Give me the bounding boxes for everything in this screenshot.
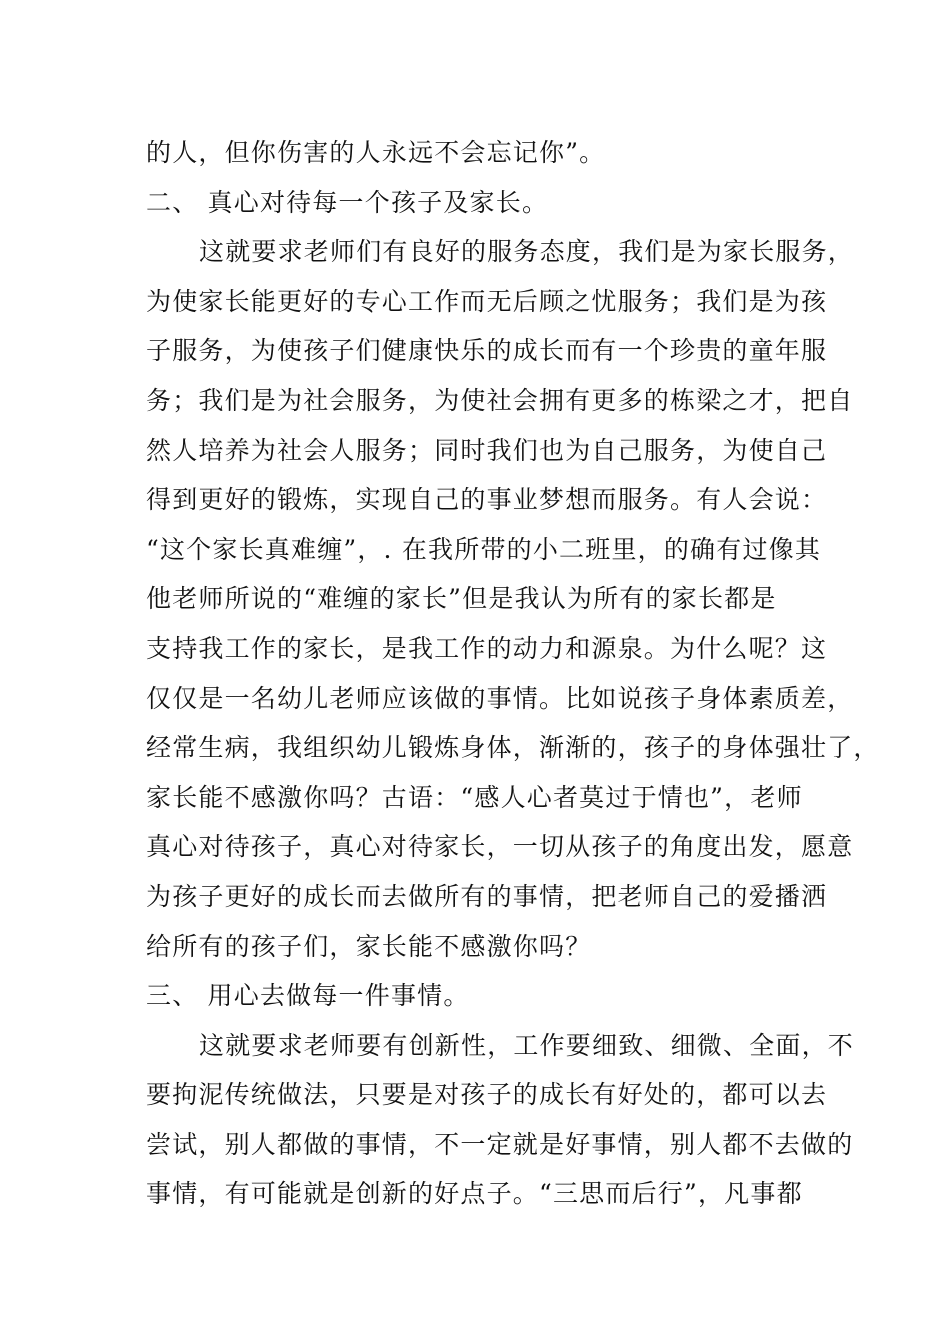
paragraph-line: 他老师所说的“难缠的家长”但是我认为所有的家长都是 bbox=[146, 584, 777, 614]
paragraph-line: 仅仅是一名幼儿老师应该做的事情。比如说孩子身体素质差， bbox=[146, 683, 854, 713]
paragraph-line: 尝试，别人都做的事情，不一定就是好事情，别人都不去做的 bbox=[146, 1129, 854, 1159]
section-heading: 二、 真心对待每一个孩子及家长。 bbox=[146, 187, 549, 217]
paragraph-line: “这个家长真难缠”，. 在我所带的小二班里，的确有过像其 bbox=[146, 534, 822, 564]
paragraph-line: 事情，有可能就是创新的好点子。“三思而后行”，凡事都 bbox=[146, 1179, 803, 1209]
paragraph-line: 经常生病，我组织幼儿锻炼身体，渐渐的，孩子的身体强壮了， bbox=[146, 733, 880, 763]
paragraph-line: 这就要求老师要有创新性，工作要细致、细微、全面，不 bbox=[199, 1030, 855, 1060]
paragraph-line: 家长能不感激你吗？古语：“感人心者莫过于情也”，老师 bbox=[146, 782, 803, 812]
paragraph-line: 要拘泥传统做法，只要是对孩子的成长有好处的，都可以去 bbox=[146, 1080, 828, 1110]
paragraph-line: 然人培养为社会人服务；同时我们也为自己服务，为使自己 bbox=[146, 435, 828, 465]
paragraph-line: 得到更好的锻炼，实现自己的事业梦想而服务。有人会说： bbox=[146, 485, 828, 515]
paragraph-line: 这就要求老师们有良好的服务态度，我们是为家长服务， bbox=[199, 237, 855, 267]
paragraph-line: 子服务，为使孩子们健康快乐的成长而有一个珍贵的童年服 bbox=[146, 336, 828, 366]
paragraph-line: 真心对待孩子，真心对待家长，一切从孩子的角度出发，愿意 bbox=[146, 832, 854, 862]
paragraph-line: 支持我工作的家长，是我工作的动力和源泉。为什么呢？这 bbox=[146, 633, 828, 663]
paragraph-line: 给所有的孩子们，家长能不感激你吗？ bbox=[146, 931, 592, 961]
document-body bbox=[146, 128, 880, 1219]
paragraph-line: 的人，但你伤害的人永远不会忘记你”。 bbox=[146, 138, 606, 167]
section-heading: 三、 用心去做每一件事情。 bbox=[146, 981, 470, 1011]
paragraph-line: 务；我们是为社会服务，为使社会拥有更多的栋梁之才，把自 bbox=[146, 385, 854, 415]
paragraph-line: 为孩子更好的成长而去做所有的事情，把老师自己的爱播洒 bbox=[146, 881, 828, 911]
paragraph-line: 为使家长能更好的专心工作而无后顾之忧服务；我们是为孩 bbox=[146, 286, 828, 316]
